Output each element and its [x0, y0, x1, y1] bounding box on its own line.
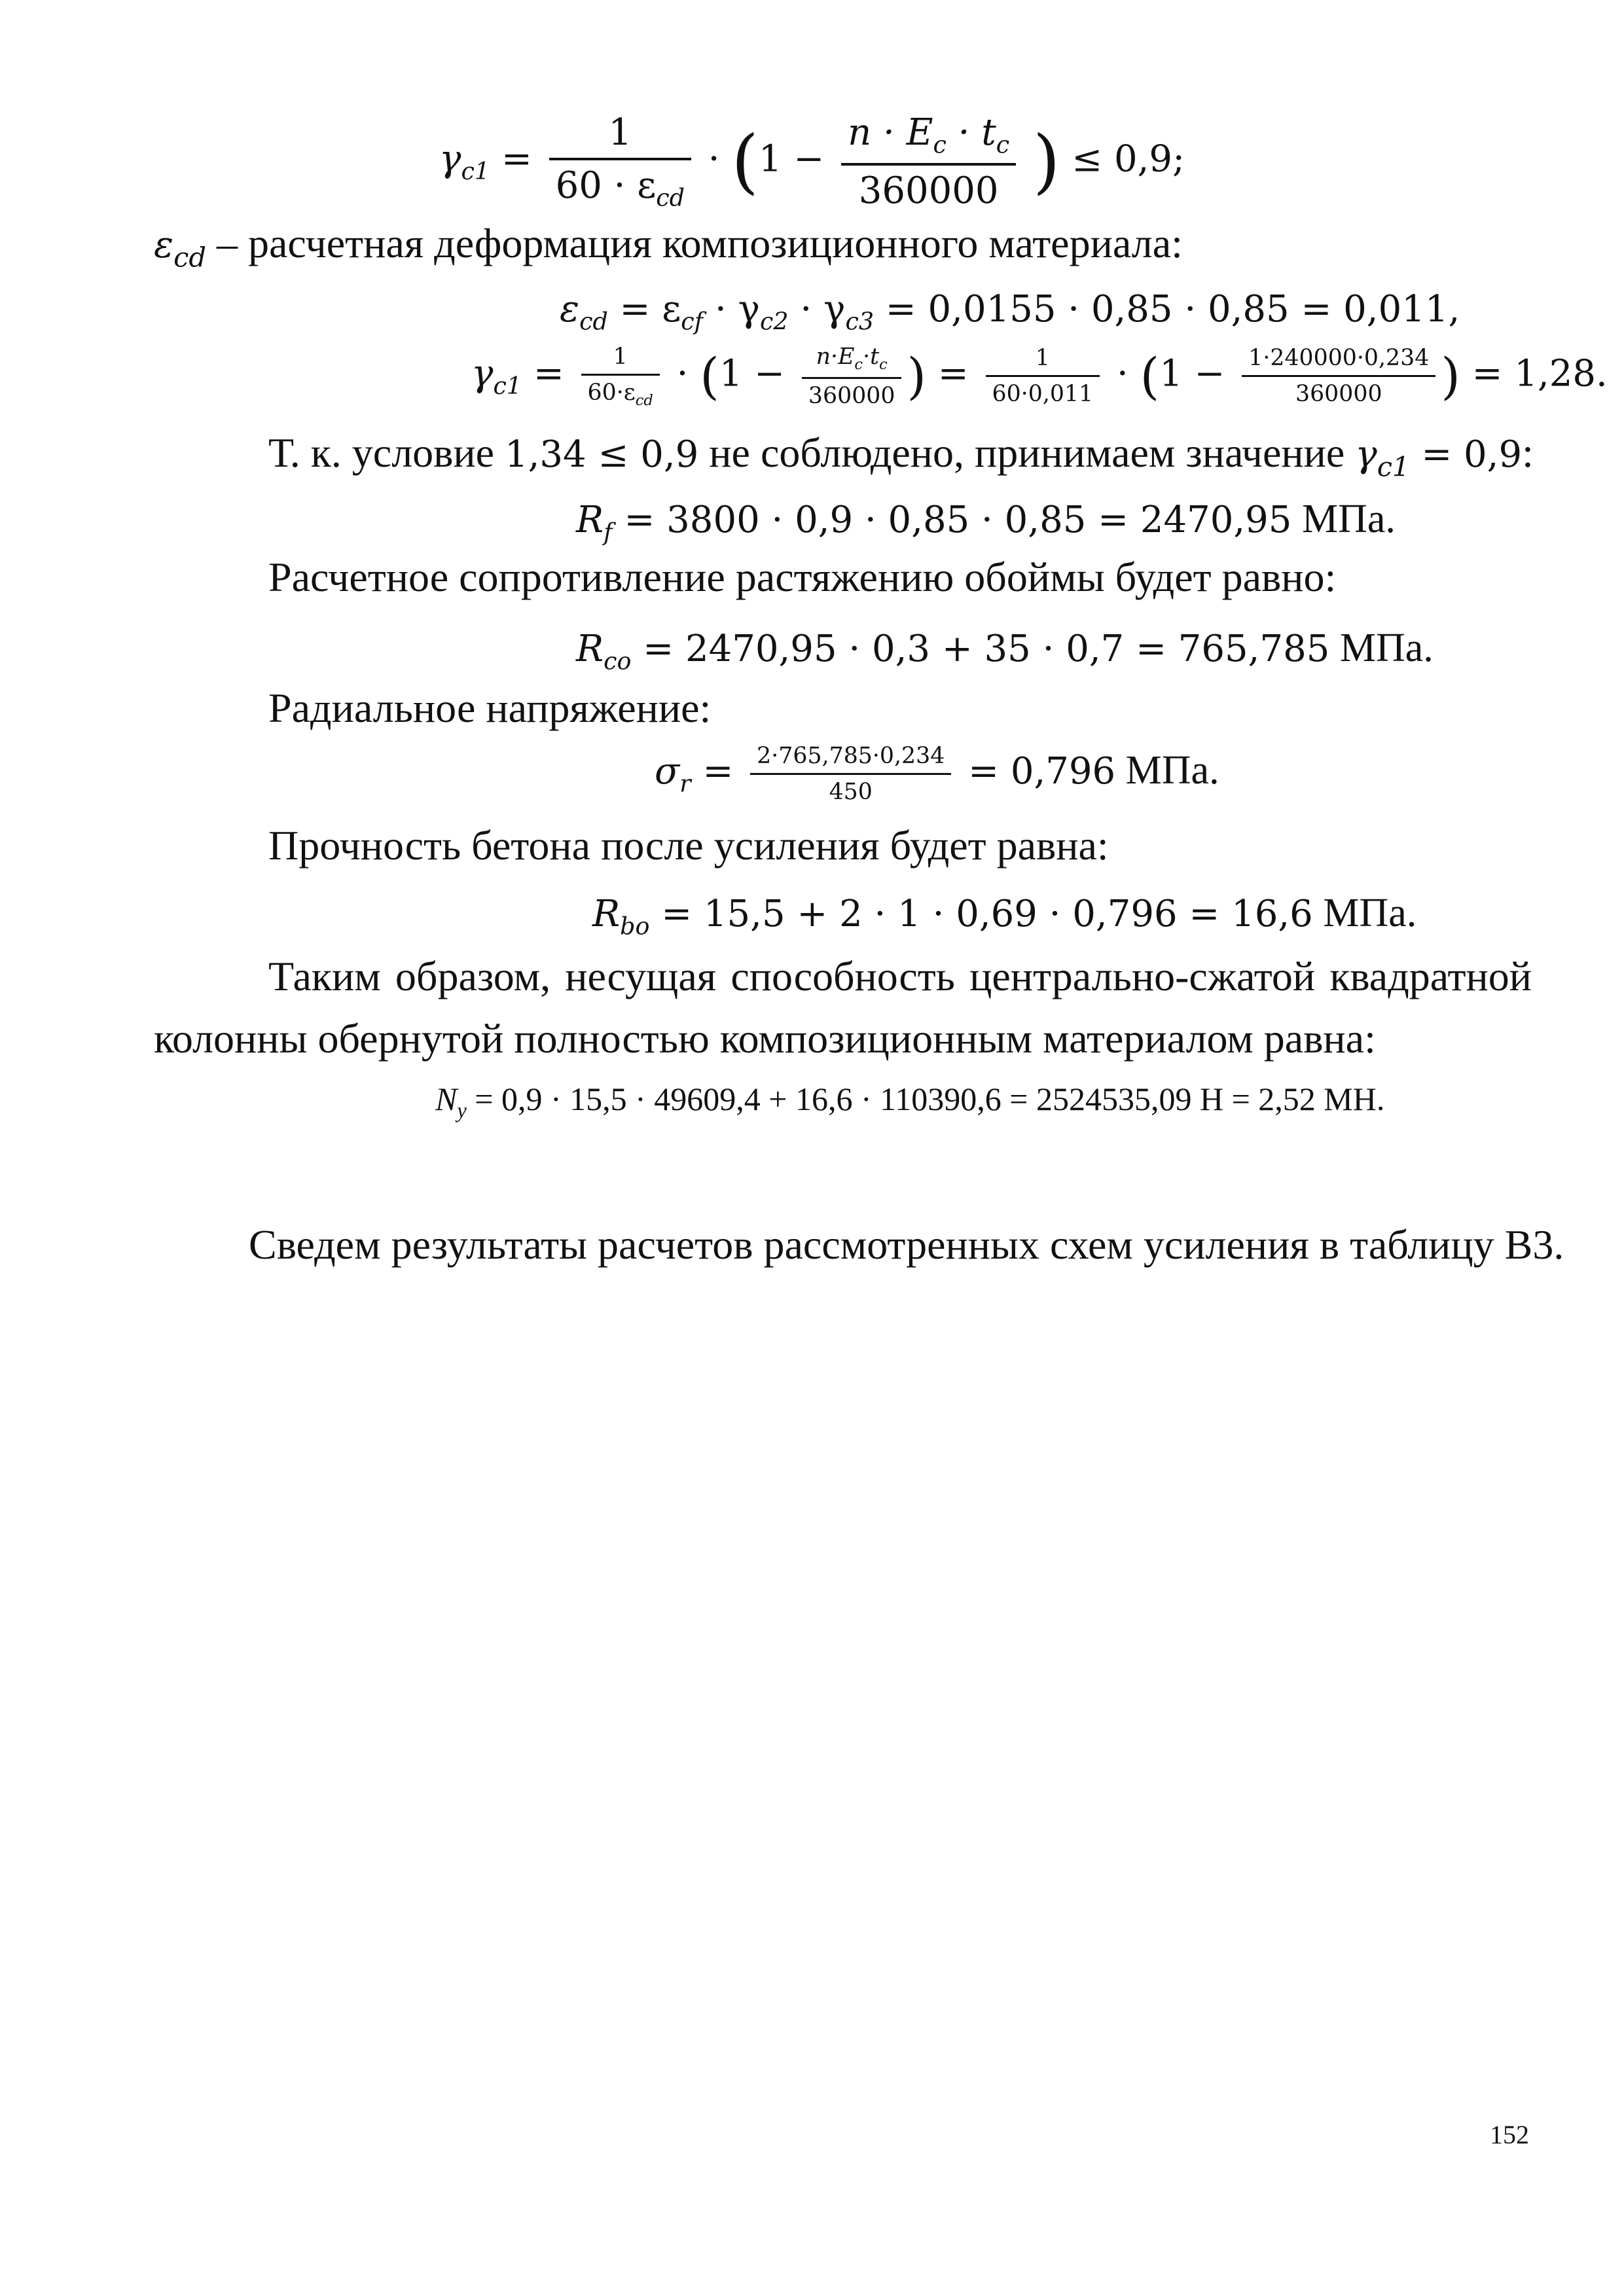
formula-gamma-general: $\gamma_{c1}$ = $\frac{1}{60 \cdot \varepsilon_{cd}}$ · (1 − $\frac{n \cdot E_c \cdot t_c}{360000}$ ) ≤ 0,9; — [439, 111, 1185, 212]
summary-text: Сведем результаты расчетов рассмотренных схем усиления в таблицу В3. — [249, 1221, 1564, 1268]
fraction-sigma: $\frac{2\cdot 765,785\cdot 0,234}{450}$ — [750, 743, 951, 805]
fraction-2: $\frac{n \cdot E_c \cdot t_c}{360000}$ — [841, 111, 1016, 212]
fraction-1: $\frac{1}{60 \cdot \varepsilon_{cd}}$ — [549, 111, 691, 212]
formula-rf: $R_f = 3800 \cdot 0,9 \cdot 0,85 \cdot 0,85 = 2470,95$ МПа. — [576, 497, 1396, 547]
formula-epsilon: $\varepsilon_{cd} = \varepsilon_{cf} \cdot \gamma_{c2} \cdot \gamma_{c3} = 0,0155 \cdot 0,85 \cdot 0,85 = 0,011$, — [560, 288, 1460, 336]
radial-text: Радиальное напряжение: — [268, 685, 712, 731]
epsilon-definition: $\varepsilon_{cd}$ – расчетная деформация композиционного материала: — [154, 220, 1183, 274]
fraction-calc-2: $\frac{n\cdot E_c\cdot t_c}{360000}$ — [802, 344, 902, 409]
strength-text: Прочность бетона после усиления будет равна: — [268, 822, 1109, 869]
page-number: 152 — [1490, 2120, 1529, 2149]
formula-gamma-calc: $\gamma_{c1}$ = $\frac{1}{60\cdot\varepsilon_{cd}}$ · (1 − $\frac{n\cdot E_c\cdot t_c}{360000}$ ) = $\frac{1}{60\cdot 0,011}$ · (1 − $\frac{1\cdot 240000\cdot 0,234}{360000}$ ) = 1,28. — [471, 344, 1608, 409]
formula-rbo: $R_{bo} = 15,5 + 2 \cdot 1 \cdot 0,69 \cdot 0,796 = 16,6$ МПа. — [592, 891, 1417, 941]
fraction-calc-1: $\frac{1}{60\cdot\varepsilon_{cd}}$ — [581, 344, 660, 409]
fraction-calc-3: $\frac{1}{60\cdot 0,011}$ — [986, 345, 1100, 407]
formula-sigma: $\sigma_r$ = $\frac{2\cdot 765,785\cdot 0,234}{450}$ = 0,796 МПа. — [655, 743, 1219, 805]
formula-ny: $N_y = 0,9 \cdot 15,5 \cdot 49609,4 + 16,6 \cdot 110390,6 = 2524535,09$ Н = 2,52 МН. — [435, 1081, 1385, 1123]
conclusion-line-1: Таким образом, несущая способность центрально-сжатой квадратной — [268, 953, 1532, 999]
conclusion-line-2: колонны обернутой полностью композиционным материалом равна: — [154, 1015, 1376, 1062]
fraction-calc-4: $\frac{1\cdot 240000\cdot 0,234}{360000}$ — [1242, 345, 1435, 407]
gamma-symbol: γ — [439, 137, 461, 181]
condition-line: Т. к. условие 1,34 ≤ 0,9 не соблюдено, принимаем значение $\gamma_{c1} = 0,9$: — [268, 429, 1534, 483]
tensile-text: Расчетное сопротивление растяжению обоймы будет равно: — [268, 554, 1337, 600]
formula-rco: $R_{co} = 2470,95 \cdot 0,3 + 35 \cdot 0,7 = 765,785$ МПа. — [576, 626, 1434, 675]
